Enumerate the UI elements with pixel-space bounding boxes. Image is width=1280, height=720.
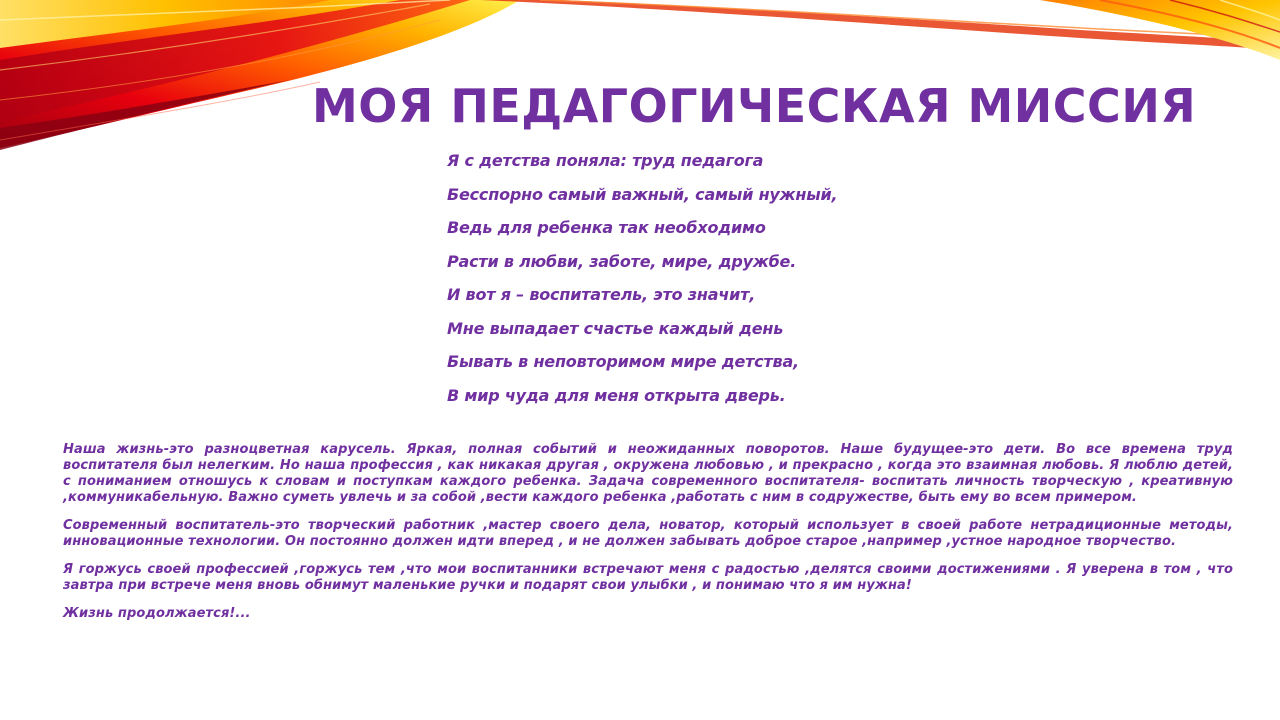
paragraph-modern-teacher: Современный воспитатель-это творческий работник ,мастер своего дела, новатор, который использует в своей работе нетрадиционные методы, инновационные технологии. Он постоянно должен идти вперед , и не должен забывать доброе старое ,например ,устное народное творчество. bbox=[63, 518, 1233, 549]
mission-text bbox=[63, 442, 1233, 634]
poem-line: Бесспорно самый важный, самый нужный, bbox=[447, 184, 838, 204]
poem-line: Расти в любви, заботе, мире, дружбе. bbox=[447, 251, 797, 271]
paragraph-intro: Наша жизнь-это разноцветная карусель. Яркая, полная событий и неожиданных поворотов. Наше будущее-это дети. Во все времена труд воспитателя был нелегким. Но наша профессия , как никакая другая , окружена любовью , и прекрасно , когда это взаимная любовь. Я люблю детей, с пониманием отношусь к словам и поступкам каждого ребенка. Задача современного воспитателя- воспитать личность творческую , креативную ,коммуникабельную. Важно суметь увлечь и за собой ,вести каждого ребенка ,работать с ним в содружестве, быть ему во всем примером. bbox=[63, 442, 1233, 505]
paragraph-pride: Я горжусь своей профессией ,горжусь тем ,что мои воспитанники встречают меня с радостью ,делятся своими достижениями . Я уверена в том , что завтра при встрече меня вновь обнимут маленькие ручки и подарят свои улыбки , и понимаю что я им нужна! bbox=[63, 562, 1233, 593]
poem-line: Ведь для ребенка так необходимо bbox=[447, 218, 766, 237]
poem-line: И вот я – воспитатель, это значит, bbox=[447, 285, 756, 304]
poem bbox=[447, 144, 1007, 412]
poem-line: Мне выпадает счастье каждый день bbox=[447, 318, 784, 338]
poem-line: Я с детства поняла: труд педагога bbox=[447, 151, 764, 170]
poem-line: Бывать в неповторимом мире детства, bbox=[447, 352, 799, 371]
poem-line: В мир чуда для меня открыта дверь. bbox=[447, 385, 786, 405]
paragraph-closing: Жизнь продолжается!... bbox=[63, 606, 251, 621]
slide-title: МОЯ ПЕДАГОГИЧЕСКАЯ МИССИЯ bbox=[312, 79, 1197, 133]
